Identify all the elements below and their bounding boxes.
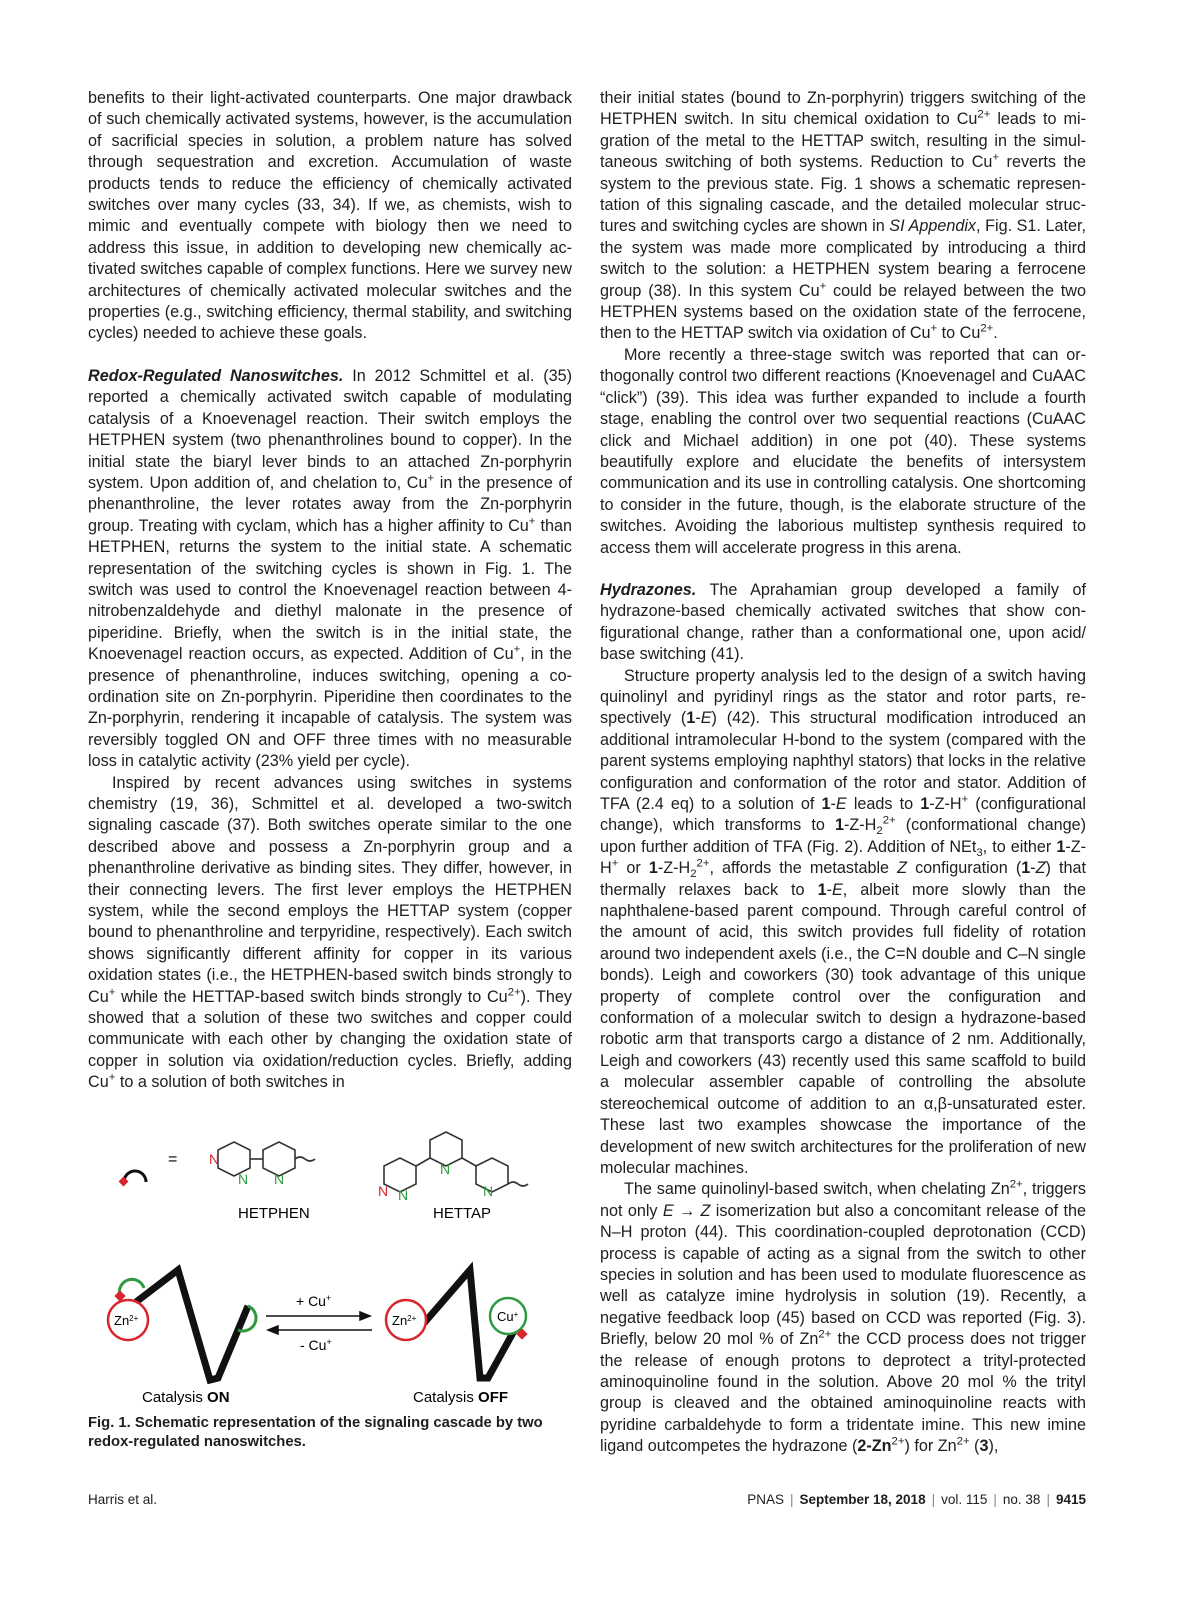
paragraph: Redox-Regulated Nanoswitches. In 2012 Schmittel et al. (35) reported a chemically activated switch capable of modulating catalysis of a Knoevenagel reaction. Their switch employs the HETPHEN system (two phenanthrolines bound to copper). In the initial state the biaryl lever binds to an attached Zn-porphyrin system. Upon addition of, and chelation to, Cu+ in the presence of phenanthroline, the lever rotates away from the Zn-porphyrin group. Treating with cyclam, which has a higher affinity to Cu+ than HETPHEN, returns the system to the initial state. A schematic representation of the switching cycles is shown in Fig. 1. The switch was used to control the Knoevenagel reaction between 4-nitrobenzaldehyde and diethyl malonate in the presence of piperidine. Briefly, when the switch is in the initial state, the Knoevenagel reaction occurs, as expected. Addition of Cu+, in the presence of phenanthroline, induces switching, opening a coordination site on Zn-porphyrin. Piperidine then coordinates to the Zn-porphyrin, rendering it incapable of catalysis. The system was reversibly toggled ON and OFF three times with no measurable loss in catalytic activity (23% yield per cycle).: [88, 366, 573, 771]
section-heading: Redox-Regulated Nanoswitches.: [88, 366, 344, 385]
atom-n: N: [274, 1171, 285, 1187]
section-heading: Hydrazones.: [600, 580, 697, 599]
paragraph: Hydrazones. The Aprahamian group developed a family of hydrazone-based chemically activated switches that show configurational change, rather than a conformational one, upon acid/ base switching (41).: [600, 580, 1086, 664]
red-marker: [119, 1177, 129, 1187]
catalysis-off-label: Catalysis OFF: [413, 1389, 509, 1406]
lever-glyph: [124, 1171, 146, 1182]
catalysis-on-label: Catalysis ON: [142, 1389, 230, 1406]
atom-n: N: [378, 1183, 389, 1199]
state-on: [108, 1270, 256, 1380]
hetphen-structure: [218, 1142, 315, 1176]
paragraph: The same quinolinyl-based switch, when chelating $Zn^{2+}$, triggers not only E → Z isomerization but also a concomitant release of the N–H proton (44). This coordination-coupled deprotonation (CCD) process is capable of acting as a signal from the switch to other species in solution and has been used to modulate fluorescence as well as catalyze imine hydrolysis in solution (19). Recently, a negative feedback loop (45) based on CCD was reported (Fig. 3). Briefly, below 20 mol % of $Zn^{2+}$ the CCD process does not trigger the release of enough protons to deprotect a trityl-protected aminoquinoline found in the solution. Above 20 mol % the trityl group is cleaved and the obtained aminoquinoline reacts with pyridine carbaldehyde to form a tridentate imine. This new imine ligand outcompetes the hydrazone $(2-Zn^{2+})$ for $Zn^{2+}$ (3),: [600, 1178, 1087, 1456]
equilibrium-arrows: [266, 1312, 372, 1334]
atom-n: N: [238, 1171, 249, 1187]
paragraph: More recently a three-stage switch was reported that can orthogonally control two different reactions (Knoevenagel and CuAAC “click”) (39). This idea was further expanded to include a fourth stage, enabling the control over two sequential reactions (CuAAC click and Michael addition) in one pot (40). These systems beautifully explore and elucidate the benefits of intersystem communication and its use in controlling catalysis. One shortcoming to consider in the future, though, is the elaborate structure of the switches. Avoiding the laborious multistep synthesis required to access them will accelerate progress in this arena.: [600, 345, 1086, 557]
atom-n: N: [483, 1183, 494, 1199]
paragraph: Inspired by recent advances using switches in systems chemistry (19, 36), Schmittel et al. developed a two-switch signaling cascade (37). Both switches operate similar to the one described above and possess a Zn-porphyrin group and a phenanthroline derivative as binding sites. They differ, however, in their connecting levers. The first lever employs the HETPHEN system, while the second employs the HETTAP system (copper bound to phenanthroline and terpyridine, respectively). Each switch shows significantly different affinity for copper in its various oxidation states (i.e., the HETPHEN-based switch binds strongly to Cu+ while the HETTAP-based switch binds strongly to $Cu^{2+}$). They showed that a solution of these two switches and copper could communicate with each other by changing the oxidation state of copper in solution via oxidation/reduction cycles. Briefly, adding Cu+ to a solution of both switches in: [88, 773, 572, 1092]
svg-text:Zn2+: $Zn^{2+}$: [114, 1313, 139, 1328]
atom-n: N: [440, 1161, 451, 1177]
figure-caption: Fig. 1. Schematic representation of the signaling cascade by two redox-regulated nanoswitches.: [88, 1415, 543, 1450]
svg-text:+ Cu+: + Cu+: [296, 1293, 332, 1309]
atom-n: N: [398, 1187, 409, 1203]
hetphen-label: HETPHEN: [238, 1205, 310, 1222]
figure-1: [88, 1120, 572, 1410]
svg-text:Zn2+: $Zn^{2+}$: [392, 1313, 417, 1328]
left-column: [88, 88, 572, 1094]
svg-text:Cu+: Cu+: [497, 1309, 519, 1324]
hettap-label: HETTAP: [433, 1205, 492, 1222]
hettap-structure: [384, 1132, 528, 1192]
paragraph: Structure property analysis led to the design of a switch having quinolinyl and pyridinyl rings as the stator and rotor parts, respectively (1-E) (42). This structural modification introduced an additional intramolecular H-bond to the system (compared with the parent systems employing naphthyl stators) that locks in the relative configuration and conformation of the rotor and stator. Addition of TFA (2.4 eq) to a solution of 1-E leads to 1-Z-H+ (configurational change), which transforms to $1-Z-H_2^{2+}$ (conformational change) upon further addition of TFA (Fig. 2). Addition of NEt$_3$, to either 1-Z-H+ or $1-Z-H_2^{2+}$, affords the metastable Z configuration (1-Z) that thermally relaxes back to 1-E, albeit more slowly than the naphthalene-based parent compound. Through careful control of the amount of acid, this switch provides full fidelity of rotation around two independent axels (i.e., the C=N double and C–N single bonds). Leigh and coworkers (30) took advantage of this unique property of complete control over the configuration and conformation of a molecular switch to design a hydrazone-based robotic arm that transports cargo a distance of 2 nm. Additionally, Leigh and coworkers (43) recently used this same scaffold to build a molecular assembler capable of controlling the absolute stereochemical outcome of addition to an α,β-unsaturated ester. These last two examples showcase the importance of the development of new switch architectures for the proliferation of new molecular machines.: [600, 666, 1087, 1177]
figure-1-schematic: [88, 1120, 572, 1410]
paragraph: their initial states (bound to Zn-porphyrin) triggers switching of the HETPHEN switch. In situ chemical oxidation to $Cu^{2+}$ leads to migration of the metal to the HETTAP switch, resulting in the simultaneous switching of both systems. Reduction to Cu+ reverts the system to the previous state. Fig. 1 shows a schematic representation of this signaling cascade, and the detailed molecular structures and switching cycles are shown in SI Appendix, Fig. S1. Later, the system was made more complicated by introducing a third switch to the solution: a HETPHEN system bearing a ferrocene group (38). In this system Cu+ could be relayed between the two HETPHEN systems based on the oxidation state of the ferrocene, then to the HETTAP switch via oxidation of Cu+ to $Cu^{2+}$.: [600, 89, 1086, 343]
paragraph: benefits to their light-activated counterparts. One major drawback of such chemically activated systems, however, is the accumulation of sacrificial species in solution, a problem nature has solved through sequestration and excretion. Accumulation of waste products tends to reduce the efficiency of chemically activated switches over many cycles (33, 34). If we, as chemists, wish to mimic and eventually compete with biology then we need to address this issue, in addition to developing new chemically activated switches capable of complex functions. Here we survey new architectures of chemically activated molecular switches and the properties (e.g., switching efficiency, thermal stability, and switching cycles) needed to achieve these goals.: [88, 89, 572, 343]
equals-sign: =: [168, 1151, 178, 1168]
right-column: [600, 88, 1086, 1458]
atom-n: N: [209, 1151, 220, 1167]
footer-authors: Harris et al.: [88, 1492, 158, 1507]
svg-text:- Cu+: - Cu+: [300, 1337, 332, 1353]
footer-citation: PNAS | September 18, 2018 | vol. 115 | no. 38 | 9415: [747, 1492, 1086, 1507]
